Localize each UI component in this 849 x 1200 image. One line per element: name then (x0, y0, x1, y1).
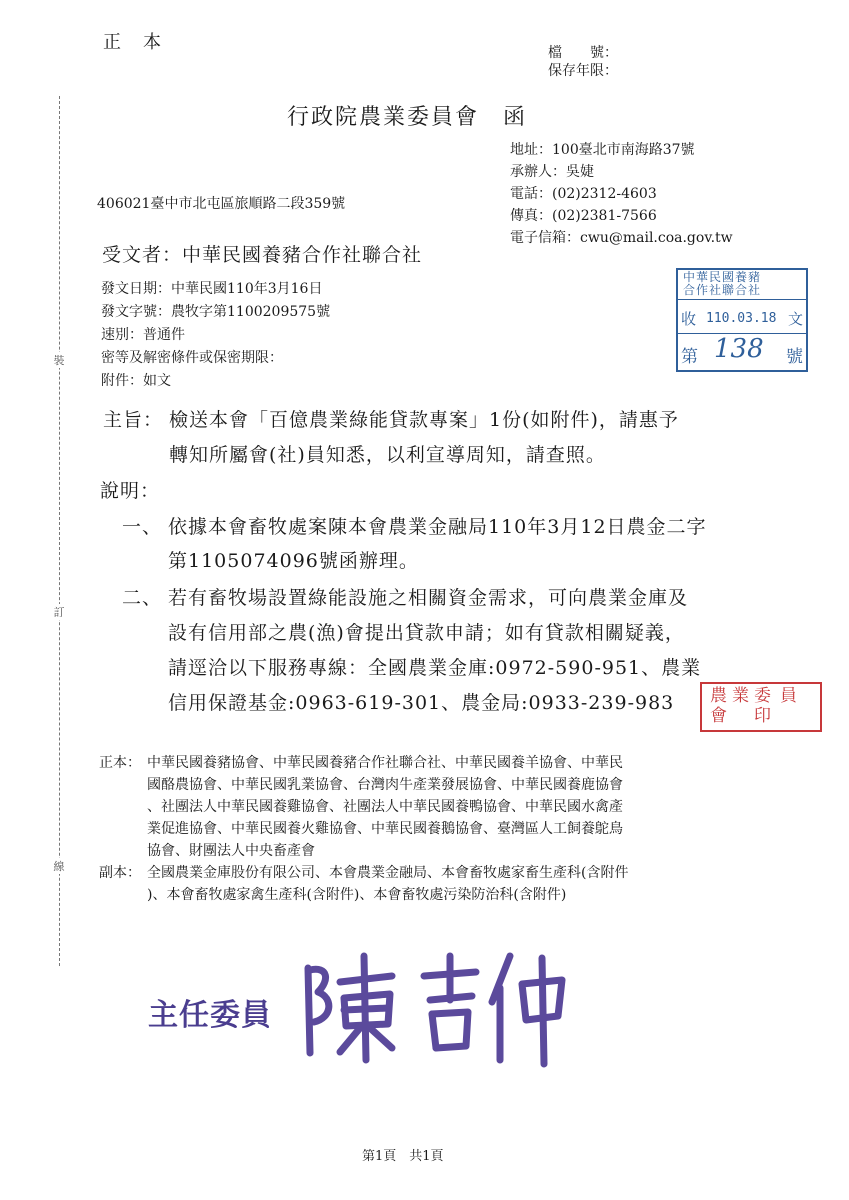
explanation-item2-number: 二、 (122, 587, 163, 609)
document-title: 行政院農業委員會 函 (287, 105, 528, 130)
page-footer: 第1頁 共1頁 (362, 1149, 444, 1164)
main-recipients-label: 正本： (99, 755, 141, 771)
copy-recipients-line: )、本會畜牧處家禽生產科(含附件)、本會畜牧處污染防治科(含附件) (147, 887, 567, 903)
main-recipients-line: 業促進協會、中華民國養火雞協會、中華民國養鵝協會、臺灣區人工飼養鴕鳥 (147, 821, 623, 837)
signature-title: 主任委員 (148, 998, 272, 1033)
issue-number: 發文字號：農牧字第1100209575號 (101, 304, 331, 320)
subject-line-1: 檢送本會「百億農業綠能貸款專案」1份(如附件)，請惠予 (169, 409, 679, 431)
binding-mark: 線 (50, 858, 68, 874)
retention-period-label: 保存年限： (548, 63, 618, 79)
issue-date: 發文日期：中華民國110年3月16日 (101, 281, 323, 297)
main-recipients-line: 、社團法人中華民國養雞協會、社團法人中華民國養鴨協會、中華民國水禽產 (147, 799, 623, 815)
binding-mark: 裝 (50, 352, 68, 368)
received-stamp (676, 268, 808, 372)
binding-mark: 訂 (50, 604, 68, 620)
explanation-item1-number: 一、 (122, 516, 163, 538)
recipient: 受文者：中華民國養豬合作社聯合社 (102, 244, 423, 266)
secrecy-level: 密等及解密條件或保密期限： (101, 350, 283, 366)
explanation-item2-line4: 信用保證基金:0963-619-301、農金局:0933-239-983 (168, 692, 675, 714)
main-recipients-line: 國酪農協會、中華民國乳業協會、台灣肉牛產業發展協會、中華民國養鹿協會 (147, 777, 623, 793)
explanation-item2-line2: 設有信用部之農(漁)會提出貸款申請；如有貸款相關疑義， (168, 622, 685, 644)
sender-handler: 承辦人：吳婕 (510, 164, 594, 180)
sender-email: 電子信箱：cwu@mail.coa.gov.tw (510, 230, 733, 246)
subject-label: 主旨： (103, 409, 164, 431)
copy-recipients-label: 副本： (99, 865, 141, 881)
file-number-label: 檔 號： (548, 45, 618, 61)
sender-fax: 傳真：(02)2381-7566 (510, 208, 657, 224)
subject-line-2: 轉知所屬會(社)員知悉，以利宣導周知，請查照。 (169, 444, 606, 466)
explanation-item2-line3: 請逕洽以下服務專線：全國農業金庫:0972-590-951、農業 (168, 657, 702, 679)
sender-phone: 電話：(02)2312-4603 (510, 186, 657, 202)
explanation-item1-line1: 依據本會畜牧處案陳本會農業金融局110年3月12日農金二字 (168, 516, 707, 538)
stamp-number: 138 (714, 334, 764, 364)
explanation-label: 說明： (100, 480, 161, 502)
main-recipients-line: 協會、財團法人中央畜產會 (147, 843, 315, 859)
recipient-address: 406021臺中市北屯區旅順路二段359號 (97, 196, 346, 212)
stamp-org-line2: 合作社聯合社 (683, 283, 762, 297)
official-seal: 農 業 委 員 會 印 (700, 682, 822, 732)
copy-type-label: 正 本 (103, 32, 163, 53)
sender-address: 地址：100臺北市南海路37號 (510, 142, 695, 158)
stamp-left-char: 收 (681, 310, 697, 328)
stamp-prefix: 第 (681, 347, 698, 367)
stamp-org-line1: 中華民國養豬 (683, 270, 762, 284)
binding-line (59, 96, 60, 966)
copy-recipients-line: 全國農業金庫股份有限公司、本會農業金融局、本會畜牧處家畜生產科(含附件 (147, 865, 629, 881)
delivery-speed: 速別：普通件 (101, 327, 185, 343)
explanation-item2-line1: 若有畜牧場設置綠能設施之相關資金需求，可向農業金庫及 (168, 587, 689, 609)
attachment: 附件：如文 (101, 373, 171, 389)
signature-drawing (300, 948, 570, 1068)
stamp-right-char: 文 (787, 310, 803, 328)
stamp-suffix: 號 (786, 347, 803, 367)
stamp-date: 110.03.18 (706, 311, 777, 326)
explanation-item1-line2: 第1105074096號函辦理。 (168, 550, 419, 572)
main-recipients-line: 中華民國養豬協會、中華民國養豬合作社聯合社、中華民國養羊協會、中華民 (147, 755, 623, 771)
